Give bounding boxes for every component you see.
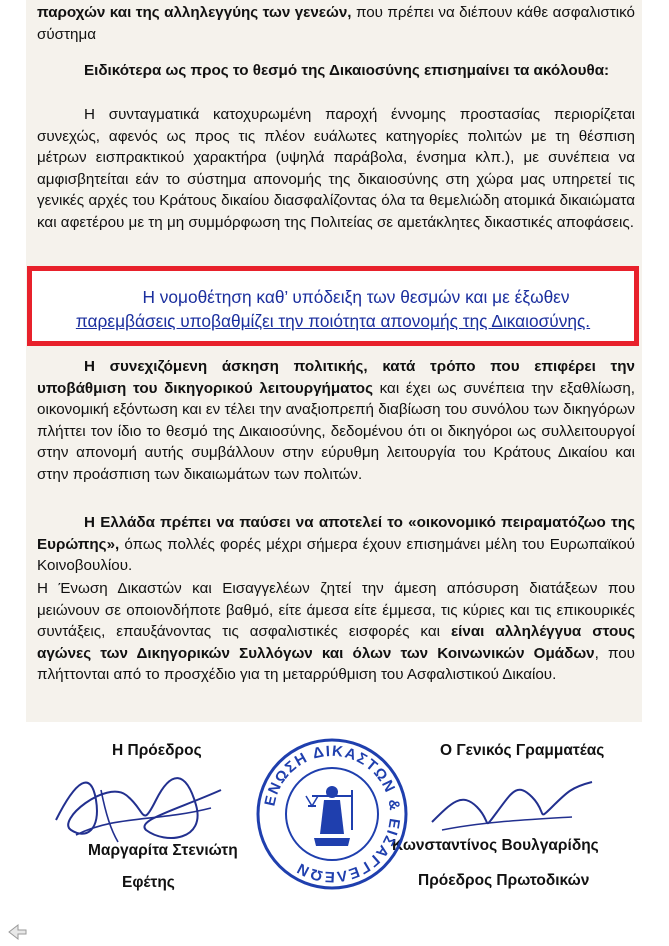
- highlighted-callout-box: [27, 266, 639, 346]
- paragraph-justice-protection: Η συνταγματικά κατοχυρωμένη παροχή έννομης προστασίας περιορίζεται συνεχώς, αφενός ως προς τις πλέον ευάλωτες κατηγορίες πολιτών με τη θέσπιση μέτρων εισπρακτικού χαρακτήρα (υψηλά παράβολα, ένσημα κλπ.), με συνέπεια να αμφισβητείται εάν το σύστημα απονομής της δικαιοσύνης στη χώρα μας υπηρετεί τις γενικές αρχές του Κράτους δικαίου διασφαλίζοντας όλα τα θεμελιώδη ατομικά δικαιώματα και αφετέρου με τη μη συμμόρφωση της Πολιτείας σε αμετάκλητες δικαστικές αποφάσεις.: [37, 106, 635, 231]
- union-stamp-seal: [252, 734, 412, 894]
- left-signatory-name: Μαργαρίτα Στενιώτη: [88, 842, 238, 859]
- svg-text:ΕΝΩΣΗ ΔΙΚΑΣΤΩΝ & ΕΙΣΑΓΓΕΛΕΩΝ: ΕΝΩΣΗ ΔΙΚΑΣΤΩΝ & ΕΙΣΑΓΓΕΛΕΩΝ: [261, 742, 404, 886]
- paragraph-lawyers: Η συνεχιζόμενη άσκηση πολιτικής, κατά τρόπο που επιφέρει την υποβάθμιση του δικηγορικού λειτουργήματος και έχει ως συνέπεια την εξαθλίωση, οικονομική εξόντωση και εν τέλει την αναξιοπρεπή διαβίωση του συνόλου των δικηγόρων πλήττει τον ίδιο το θεσμό της Δικαιοσύνης, δεδομένου ότι οι δικηγόροι ως συλλειτουργοί στην απονομή αυτής συμβάλλουν στην εύρυθμη λειτουργία του Κράτους Δικαίου και στην προάσπιση των δικαιωμάτων των πολιτών.: [37, 358, 635, 483]
- callout-text: Η νομοθέτηση καθ’ υπόδειξη των θεσμών και με έξωθεν παρεμβάσεις υποβαθμίζει την ποιότητα απονομής της Δικαιοσύνης.: [75, 287, 591, 331]
- signature-block: [26, 722, 642, 918]
- section-heading: Ειδικότερα ως προς το θεσμό της Δικαιοσύνης επισημαίνει τα ακόλουθα:: [84, 62, 610, 79]
- back-arrow-icon[interactable]: [6, 922, 28, 942]
- paragraph-union-demands: Η Ένωση Δικαστών και Εισαγγελέων ζητεί την άμεση απόσυρση διατάξεων που μειώνουν σε οποιονδήποτε βαθμό, είτε άμεσα είτε έμμεσα, τις κύριες και τις επικουρικές συντάξεις, επαυξάνοντας τις ασφαλιστικές εισφορές και είναι αλληλέγγυα στους αγώνες των Δικηγορικών Συλλόγων και όλων των Κοινωνικών Ομάδων, που πλήττονται από το προσχέδιο για τη μεταρρύθμιση του Ασφαλιστικού Δικαίου.: [37, 580, 635, 684]
- right-signatory-title: Ο Γενικός Γραμματέας: [440, 742, 605, 759]
- right-signatory-name: Κωνσταντίνος Βουλγαρίδης: [392, 837, 599, 854]
- left-signature-scribble: [46, 760, 236, 850]
- paragraph-1: παροχών και της αλληλεγγύης των γενεών, που πρέπει να διέπουν κάθε ασφαλιστικό σύστημα: [37, 4, 635, 43]
- paragraph-greece: Η Ελλάδα πρέπει να παύσει να αποτελεί το «οικονομικό πειραματόζωο της Ευρώπης», όπως πολλές φορές μέχρι σήμερα έχουν επισημάνει μέλη του Ευρωπαϊκού Κοινοβουλίου.: [37, 514, 635, 575]
- right-signatory-role: Πρόεδρος Πρωτοδικών: [418, 872, 590, 889]
- left-signatory-title: Η Πρόεδρος: [112, 742, 202, 759]
- right-signature-scribble: [422, 762, 602, 842]
- left-signatory-role: Εφέτης: [122, 874, 175, 891]
